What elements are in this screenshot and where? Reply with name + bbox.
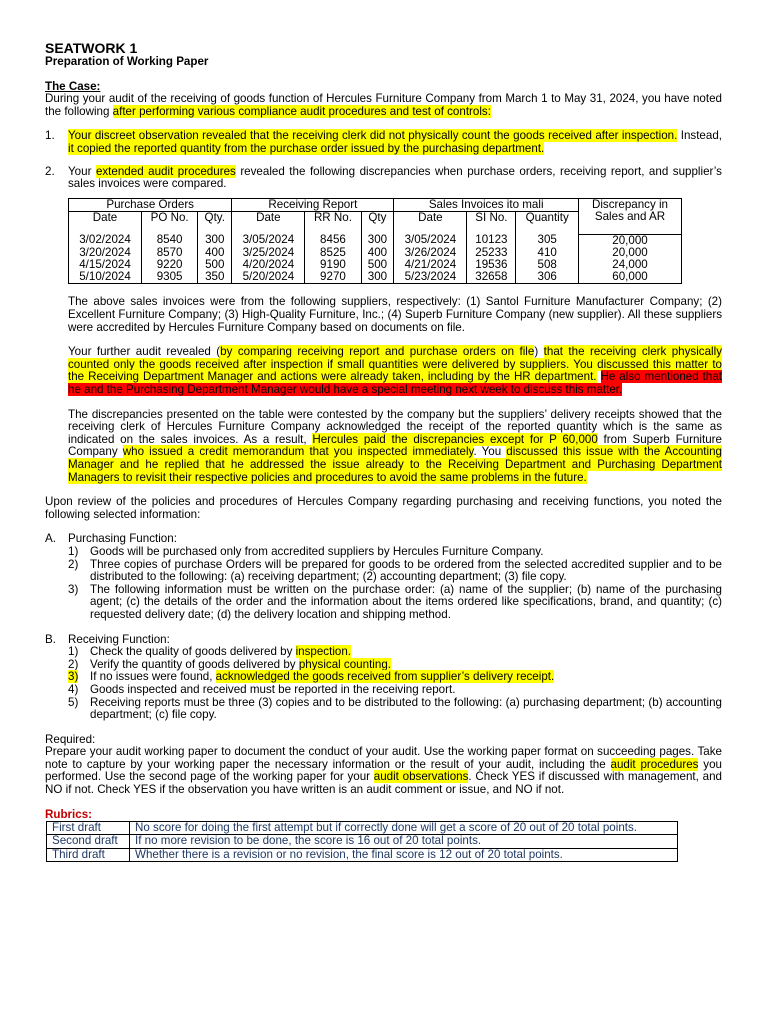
section-receiving xyxy=(45,634,722,722)
table-cell: 8456 xyxy=(305,234,361,247)
list-item xyxy=(68,684,722,697)
col-header: Quantity xyxy=(516,211,579,224)
further-b: ) xyxy=(534,345,544,359)
table-cell: 300 xyxy=(361,271,394,284)
case-item-1-text xyxy=(68,130,722,155)
table-cell: 400 xyxy=(361,247,394,259)
table-cell: 306 xyxy=(516,271,579,284)
group-receiving-report: Receiving Report xyxy=(232,198,394,211)
table-cell: 3/02/2024 xyxy=(69,234,142,247)
contested-highlight-2: who issued a credit memorandum that you inspected immediately xyxy=(122,445,474,459)
col-header: Date xyxy=(69,211,142,224)
list-item-number: 2) xyxy=(68,657,79,671)
list-item-number-highlight: 3) xyxy=(68,670,79,684)
list-item-text: Goods will be purchased only from accredited suppliers by Hercules Furniture Company. xyxy=(90,544,544,558)
list-item-plain: Verify the quantity of goods delivered by xyxy=(90,657,299,671)
table-cell: 25233 xyxy=(467,247,516,259)
table-cell: 10123 xyxy=(467,234,516,247)
list-item xyxy=(68,584,722,622)
rubric-text: No score for doing the first attempt but if correctly done will get a score of 20 out of 20 total points. xyxy=(130,822,678,835)
table-cell: 60,000 xyxy=(579,271,682,284)
table-cell: 19536 xyxy=(467,259,516,271)
list-item-text: Goods inspected and received must be reported in the receiving report. xyxy=(90,682,456,696)
table-cell: 5/10/2024 xyxy=(69,271,142,284)
table-cell: 3/20/2024 xyxy=(69,247,142,259)
table-cell: 500 xyxy=(361,259,394,271)
table-cell: 9270 xyxy=(305,271,361,284)
document-page xyxy=(45,40,722,862)
document-title: SEATWORK 1 xyxy=(45,40,138,56)
case-intro xyxy=(45,93,722,118)
col-header: Qty xyxy=(361,211,394,224)
purchasing-list xyxy=(45,546,722,622)
policies-paragraph: Upon review of the policies and procedures of Hercules Company regarding purchasing and receiving functions, you noted the following selected information: xyxy=(45,495,722,521)
required-highlight-2: audit observations xyxy=(373,770,469,784)
table-cell: 8540 xyxy=(142,234,198,247)
col-header: Date xyxy=(232,211,305,224)
table-cell: 4/21/2024 xyxy=(394,259,467,271)
required-c: . Check YES if discussed with management, and NO if not. Check YES if the observation you have written is an audit comment or issue, and NO if not. xyxy=(45,770,722,797)
rubric-label: First draft xyxy=(47,822,130,835)
list-item-text: The following information must be written on the purchase order: (a) name of the supplier; (b) name of the purchasing agent; (c) the details of the order and the information about the items ordered like specifications, brand, and quantity; (c) requested delivery date; (d) the delivery location and shipping method. xyxy=(90,582,722,621)
further-red-highlight: He also mentioned that he and the Purchasing Department Manager would have a special meeting next week to discuss this matter. xyxy=(68,370,722,397)
list-item xyxy=(68,559,722,584)
table-row xyxy=(47,835,678,848)
further-a: Your further audit revealed ( xyxy=(68,345,221,359)
table-row xyxy=(69,271,682,284)
table-cell: 500 xyxy=(198,259,232,271)
table-cell: 400 xyxy=(198,247,232,259)
table-cell: 8570 xyxy=(142,247,198,259)
list-item-highlight: acknowledged the goods received from supplier’s delivery receipt. xyxy=(215,670,555,684)
table-cell: 5/23/2024 xyxy=(394,271,467,284)
case-item-1-highlight-1: Your discreet observation revealed that the receiving clerk did not physically count the goods received after inspection. xyxy=(68,129,678,143)
col-header: SI No. xyxy=(467,211,516,224)
case-item-2-b: revealed the following discrepancies when purchase orders, receiving report, and supplier’s sales invoices were compared. xyxy=(68,164,722,191)
group-discrepancy-line1: Discrepancy in xyxy=(591,197,669,211)
table-group-header xyxy=(69,198,682,211)
table-cell: 20,000 xyxy=(579,247,682,259)
required-paragraph xyxy=(45,746,722,796)
list-item-highlight: inspection. xyxy=(295,645,352,659)
list-item-number: 4) xyxy=(68,682,79,696)
table-cell: 9305 xyxy=(142,271,198,284)
list-item-text: Receiving reports must be three (3) copies and to be distributed to the following: (a) purchasing department; (b) accounting department; (c) file copy. xyxy=(90,695,722,722)
list-item xyxy=(68,697,722,722)
list-item-plain: Check the quality of goods delivered by xyxy=(90,645,296,659)
section-letter: B. xyxy=(45,632,56,646)
rubrics-heading: Rubrics: xyxy=(45,807,93,821)
rubric-text: If no more revision to be done, the score is 16 out of 20 total points. xyxy=(130,835,678,848)
table-cell: 3/05/2024 xyxy=(232,234,305,247)
required-highlight-1: audit procedures xyxy=(610,757,699,771)
group-purchase-orders: Purchase Orders xyxy=(69,198,232,211)
case-item-1-highlight-2: it copied the reported quantity from the purchase order issued by the purchasing department. xyxy=(68,141,545,155)
table-cell: 305 xyxy=(516,234,579,247)
section-title: Receiving Function: xyxy=(68,632,170,646)
col-header: Qty. xyxy=(198,211,232,224)
contested-paragraph xyxy=(68,409,722,485)
table-cell: 300 xyxy=(361,234,394,247)
further-space xyxy=(597,370,601,383)
section-purchasing xyxy=(45,533,722,621)
group-discrepancy xyxy=(579,198,682,234)
case-item-1-mid: Instead, xyxy=(677,129,722,143)
discrepancy-table xyxy=(68,198,682,285)
table-cell: 3/25/2024 xyxy=(232,247,305,259)
list-item-number: 1) xyxy=(68,645,79,659)
table-cell: 4/15/2024 xyxy=(69,259,142,271)
required-a: Prepare your audit working paper to document the conduct of your audit. Use the working paper format on succeeding pages. Take note to capture by your working paper the necessary information or the result of your audit, including the xyxy=(45,745,722,771)
table-cell: 508 xyxy=(516,259,579,271)
list-item-number: 5) xyxy=(68,695,79,709)
table-cell: 300 xyxy=(198,234,232,247)
list-item-text: Three copies of purchase Orders will be prepared for goods to be ordered from the selected accredited supplier and to be distributed to the following: (a) receiving department; (2) accounting department; (3) file copy. xyxy=(90,557,722,584)
list-item xyxy=(68,546,722,559)
col-header: Date xyxy=(394,211,467,224)
case-item-2-a: Your xyxy=(68,164,96,178)
contested-b: from Superb Furniture Company xyxy=(68,432,722,459)
table-cell: 24,000 xyxy=(579,259,682,271)
rubric-text: Whether there is a revision or no revision, the final score is 12 out of 20 total points. xyxy=(130,848,678,861)
case-item-2 xyxy=(45,166,722,191)
further-audit-paragraph xyxy=(68,346,722,396)
table-cell: 9190 xyxy=(305,259,361,271)
further-highlight-2: that the receiving clerk physically counted only the goods received after inspection if small quantities were delivered by suppliers. You discussed this matter to the Receiving Department Manager and actions were already taken, including by the HR department. xyxy=(68,345,722,384)
case-item-2-number: 2. xyxy=(45,164,55,178)
table-row xyxy=(47,822,678,835)
case-intro-highlight: after performing various compliance audit procedures and test of controls: xyxy=(112,104,491,118)
table-cell: 5/20/2024 xyxy=(232,271,305,284)
list-item-plain: If no issues were found, xyxy=(90,670,216,684)
table-cell: 32658 xyxy=(467,271,516,284)
col-header: RR No. xyxy=(305,211,361,224)
section-title: Purchasing Function: xyxy=(68,532,177,546)
table-cell: 9220 xyxy=(142,259,198,271)
suppliers-paragraph: The above sales invoices were from the following suppliers, respectively: (1) Santol Furniture Manufacturer Company; (2) Excellent Furniture Company; (3) High-Quality Furniture, Inc.; (4) Superb Furniture Company (new supplier). All these suppliers were accredited by Hercules Furniture Company based on documents on file. xyxy=(68,295,722,334)
contested-highlight-3: discussed this issue with the Accounting Manager and he replied that he addressed the issue already to the Receiving Department and Purchasing Department Managers to revisit their respective policies and procedures to avoid the same problems in the future. xyxy=(68,445,722,484)
case-intro-text: During your audit of the receiving of goods function of Hercules Furniture Company from March 1 to May 31, 2024, you have noted the following xyxy=(45,92,722,118)
list-item-number: 2) xyxy=(68,557,79,571)
document-subtitle: Preparation of Working Paper xyxy=(45,55,209,68)
col-header: PO No. xyxy=(142,211,198,224)
list-item-number: 1) xyxy=(68,544,79,558)
table-cell: 3/05/2024 xyxy=(394,234,467,247)
case-item-2-highlight: extended audit procedures xyxy=(95,164,236,178)
required-heading: Required: xyxy=(45,732,96,746)
contested-a: The discrepancies presented on the table were contested by the company but the suppliers’ delivery receipts showed that the receiving clerk of Hercules Furniture Company acknowledged the receipt of the reported quantity which is the same as indicated on the sales invoices. As a result, xyxy=(68,407,722,446)
further-highlight-1: by comparing receiving report and purchase orders on file xyxy=(220,345,535,359)
receiving-list xyxy=(45,646,722,722)
required-b: you performed. Use the second page of the working paper for your xyxy=(45,757,722,784)
section-letter: A. xyxy=(45,532,56,546)
table-cell: 4/20/2024 xyxy=(232,259,305,271)
case-item-1-number: 1. xyxy=(45,129,55,143)
table-cell: 410 xyxy=(516,247,579,259)
group-sales-invoices: Sales Invoices ito mali xyxy=(394,198,579,211)
contested-c: . You xyxy=(473,445,507,459)
table-cell: 20,000 xyxy=(579,234,682,247)
table-cell: 350 xyxy=(198,271,232,284)
table-row xyxy=(69,234,682,247)
table-row xyxy=(47,848,678,861)
list-item-highlight: physical counting. xyxy=(298,657,391,671)
rubric-label: Second draft xyxy=(47,835,130,848)
group-discrepancy-line2: Sales and AR xyxy=(594,209,666,223)
case-item-2-text xyxy=(68,166,722,191)
table-cell: 3/26/2024 xyxy=(394,247,467,259)
rubrics-table xyxy=(46,821,678,862)
contested-highlight-1: Hercules paid the discrepancies except for P 60,000 xyxy=(312,432,598,446)
list-item-number: 3) xyxy=(68,582,79,596)
case-item-1 xyxy=(45,130,722,155)
table-cell: 8525 xyxy=(305,247,361,259)
rubric-label: Third draft xyxy=(47,848,130,861)
case-heading: The Case: xyxy=(45,79,101,93)
